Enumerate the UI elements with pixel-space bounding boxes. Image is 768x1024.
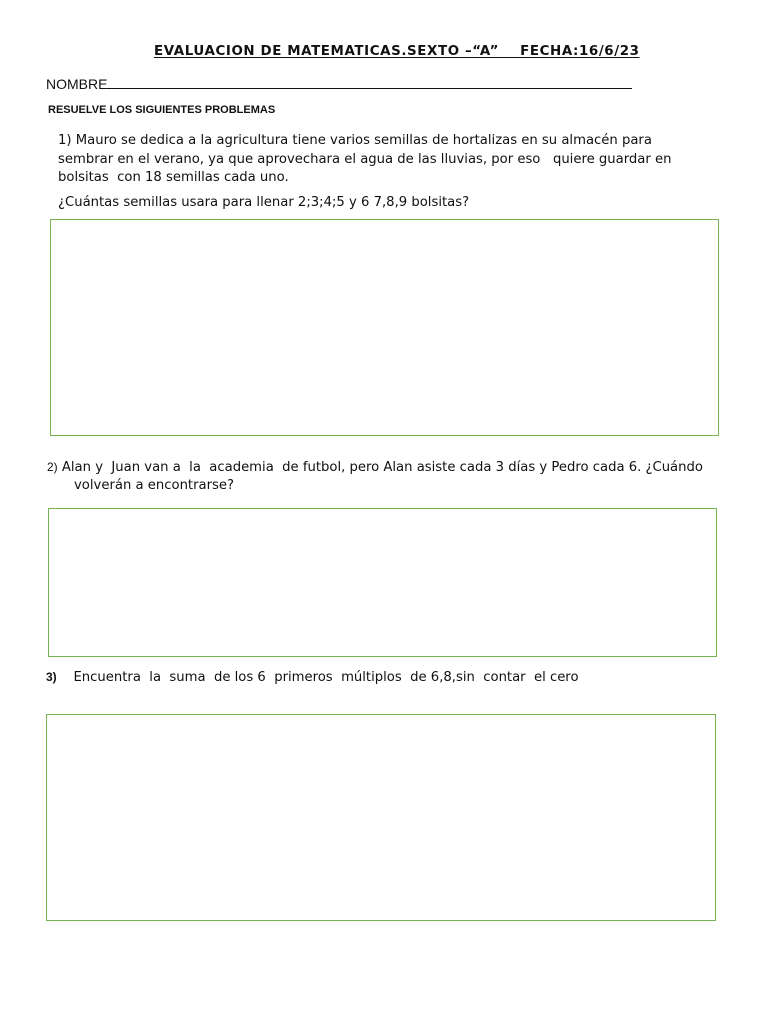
- problem-1-text: [58, 132, 671, 188]
- problem-2-number: 2): [47, 460, 58, 474]
- problem-1-line-3: bolsitas con 18 semillas cada uno.: [58, 170, 289, 185]
- problem-2-line-1: [47, 458, 703, 478]
- problem-3-line-1: [46, 668, 579, 688]
- name-field[interactable]: [46, 75, 632, 92]
- name-blank-line[interactable]: [107, 75, 632, 89]
- problem-3-answer-box[interactable]: [46, 714, 716, 921]
- problem-1-answer-box[interactable]: [50, 219, 719, 436]
- problem-2-line-1-text: Alan y Juan van a la academia de futbol, pero Alan asiste cada 3 días y Pedro cada 6. ¿Cuándo: [61, 460, 703, 475]
- instructions-heading: RESUELVE LOS SIGUIENTES PROBLEMAS: [48, 104, 276, 116]
- problem-1-number: 1): [58, 133, 72, 148]
- problem-3-line-1-text: Encuentra la suma de los 6 primeros múltiplos de 6,8,sin contar el cero: [73, 670, 579, 685]
- problem-2-answer-box[interactable]: [48, 508, 717, 657]
- problem-3-number: 3): [46, 670, 57, 684]
- problem-1-line-1-text: Mauro se dedica a la agricultura tiene varios semillas de hortalizas en su almacén para: [75, 133, 652, 148]
- problem-2-line-2: volverán a encontrarse?: [74, 478, 235, 493]
- problem-1-line-2: sembrar en el verano, ya que aprovechara el agua de las lluvias, por eso quiere guardar en: [58, 151, 672, 167]
- problem-1-question: ¿Cuántas semillas usara para llenar 2;3;4;5 y 6 7,8,9 bolsitas?: [58, 195, 470, 210]
- page-title: EVALUACION DE MATEMATICAS.SEXTO –“A” FECHA:16/6/23: [154, 44, 640, 59]
- problem-1-line-1: [58, 132, 671, 151]
- name-label: NOMBRE: [46, 76, 108, 92]
